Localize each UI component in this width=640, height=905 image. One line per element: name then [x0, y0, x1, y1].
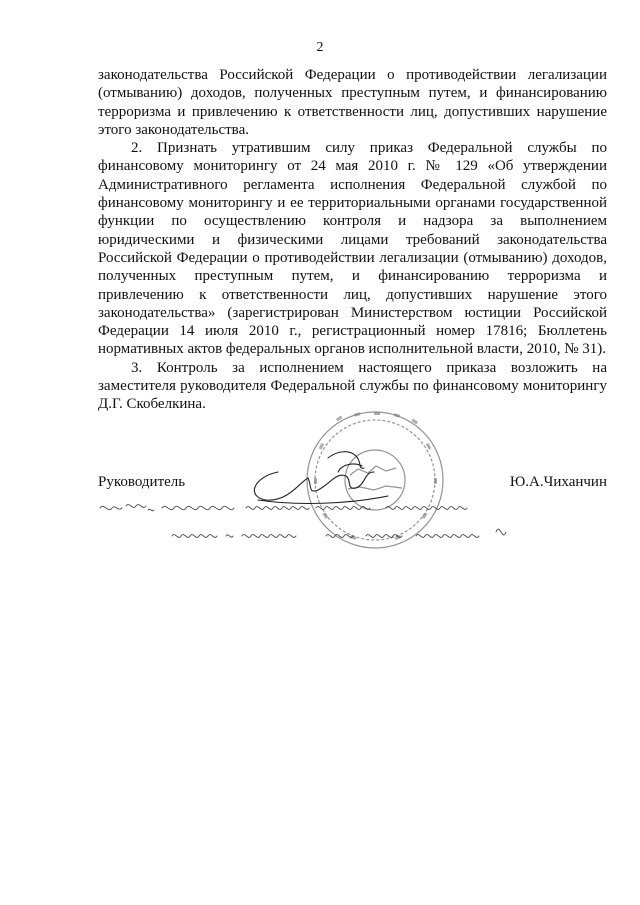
document-body — [98, 66, 607, 414]
signer-name: Ю.А.Чиханчин — [509, 474, 607, 490]
paragraph-2: 2. Признать утратившим силу приказ Федеральной службы по финансовому мониторингу от 24 мая 2010 г. № 129 «Об утверждении Административного регламента исполнения Федеральной службой по финансовому мониторингу и ее территориальными органами государственной функции по осуществлению контроля и надзора за выполнением юридическими и физическими лицами требований законодательства Российской Федерации о противодействии легализации (отмыванию) доходов, полученных преступным путем, и финансированию терроризма и привлечению к ответственности лиц, допустивших нарушение этого законодательства» (зарегистрирован Министерством юстиции Российской Федерации 14 июля 2010 г., регистрационный номер 17816; Бюллетень нормативных актов федеральных органов исполнительной власти, 2010, № 31). — [98, 140, 607, 358]
signer-title: Руководитель — [98, 474, 186, 490]
paragraph-continuation: законодательства Российской Федерации о противодействии легализации (отмыванию) доходов, полученных преступным путем, и финансированию терроризма и привлечению к ответственности лиц, допустивших нарушение этого законодательства. — [98, 67, 607, 138]
signature-block — [98, 474, 607, 498]
paragraph-3: 3. Контроль за исполнением настоящего приказа возложить на заместителя руководителя Федеральной службы по финансовому мониторингу Д.Г. Скобелкина. — [98, 359, 607, 413]
page-number: 2 — [316, 40, 324, 55]
handwritten-annotation-icon — [96, 494, 516, 562]
